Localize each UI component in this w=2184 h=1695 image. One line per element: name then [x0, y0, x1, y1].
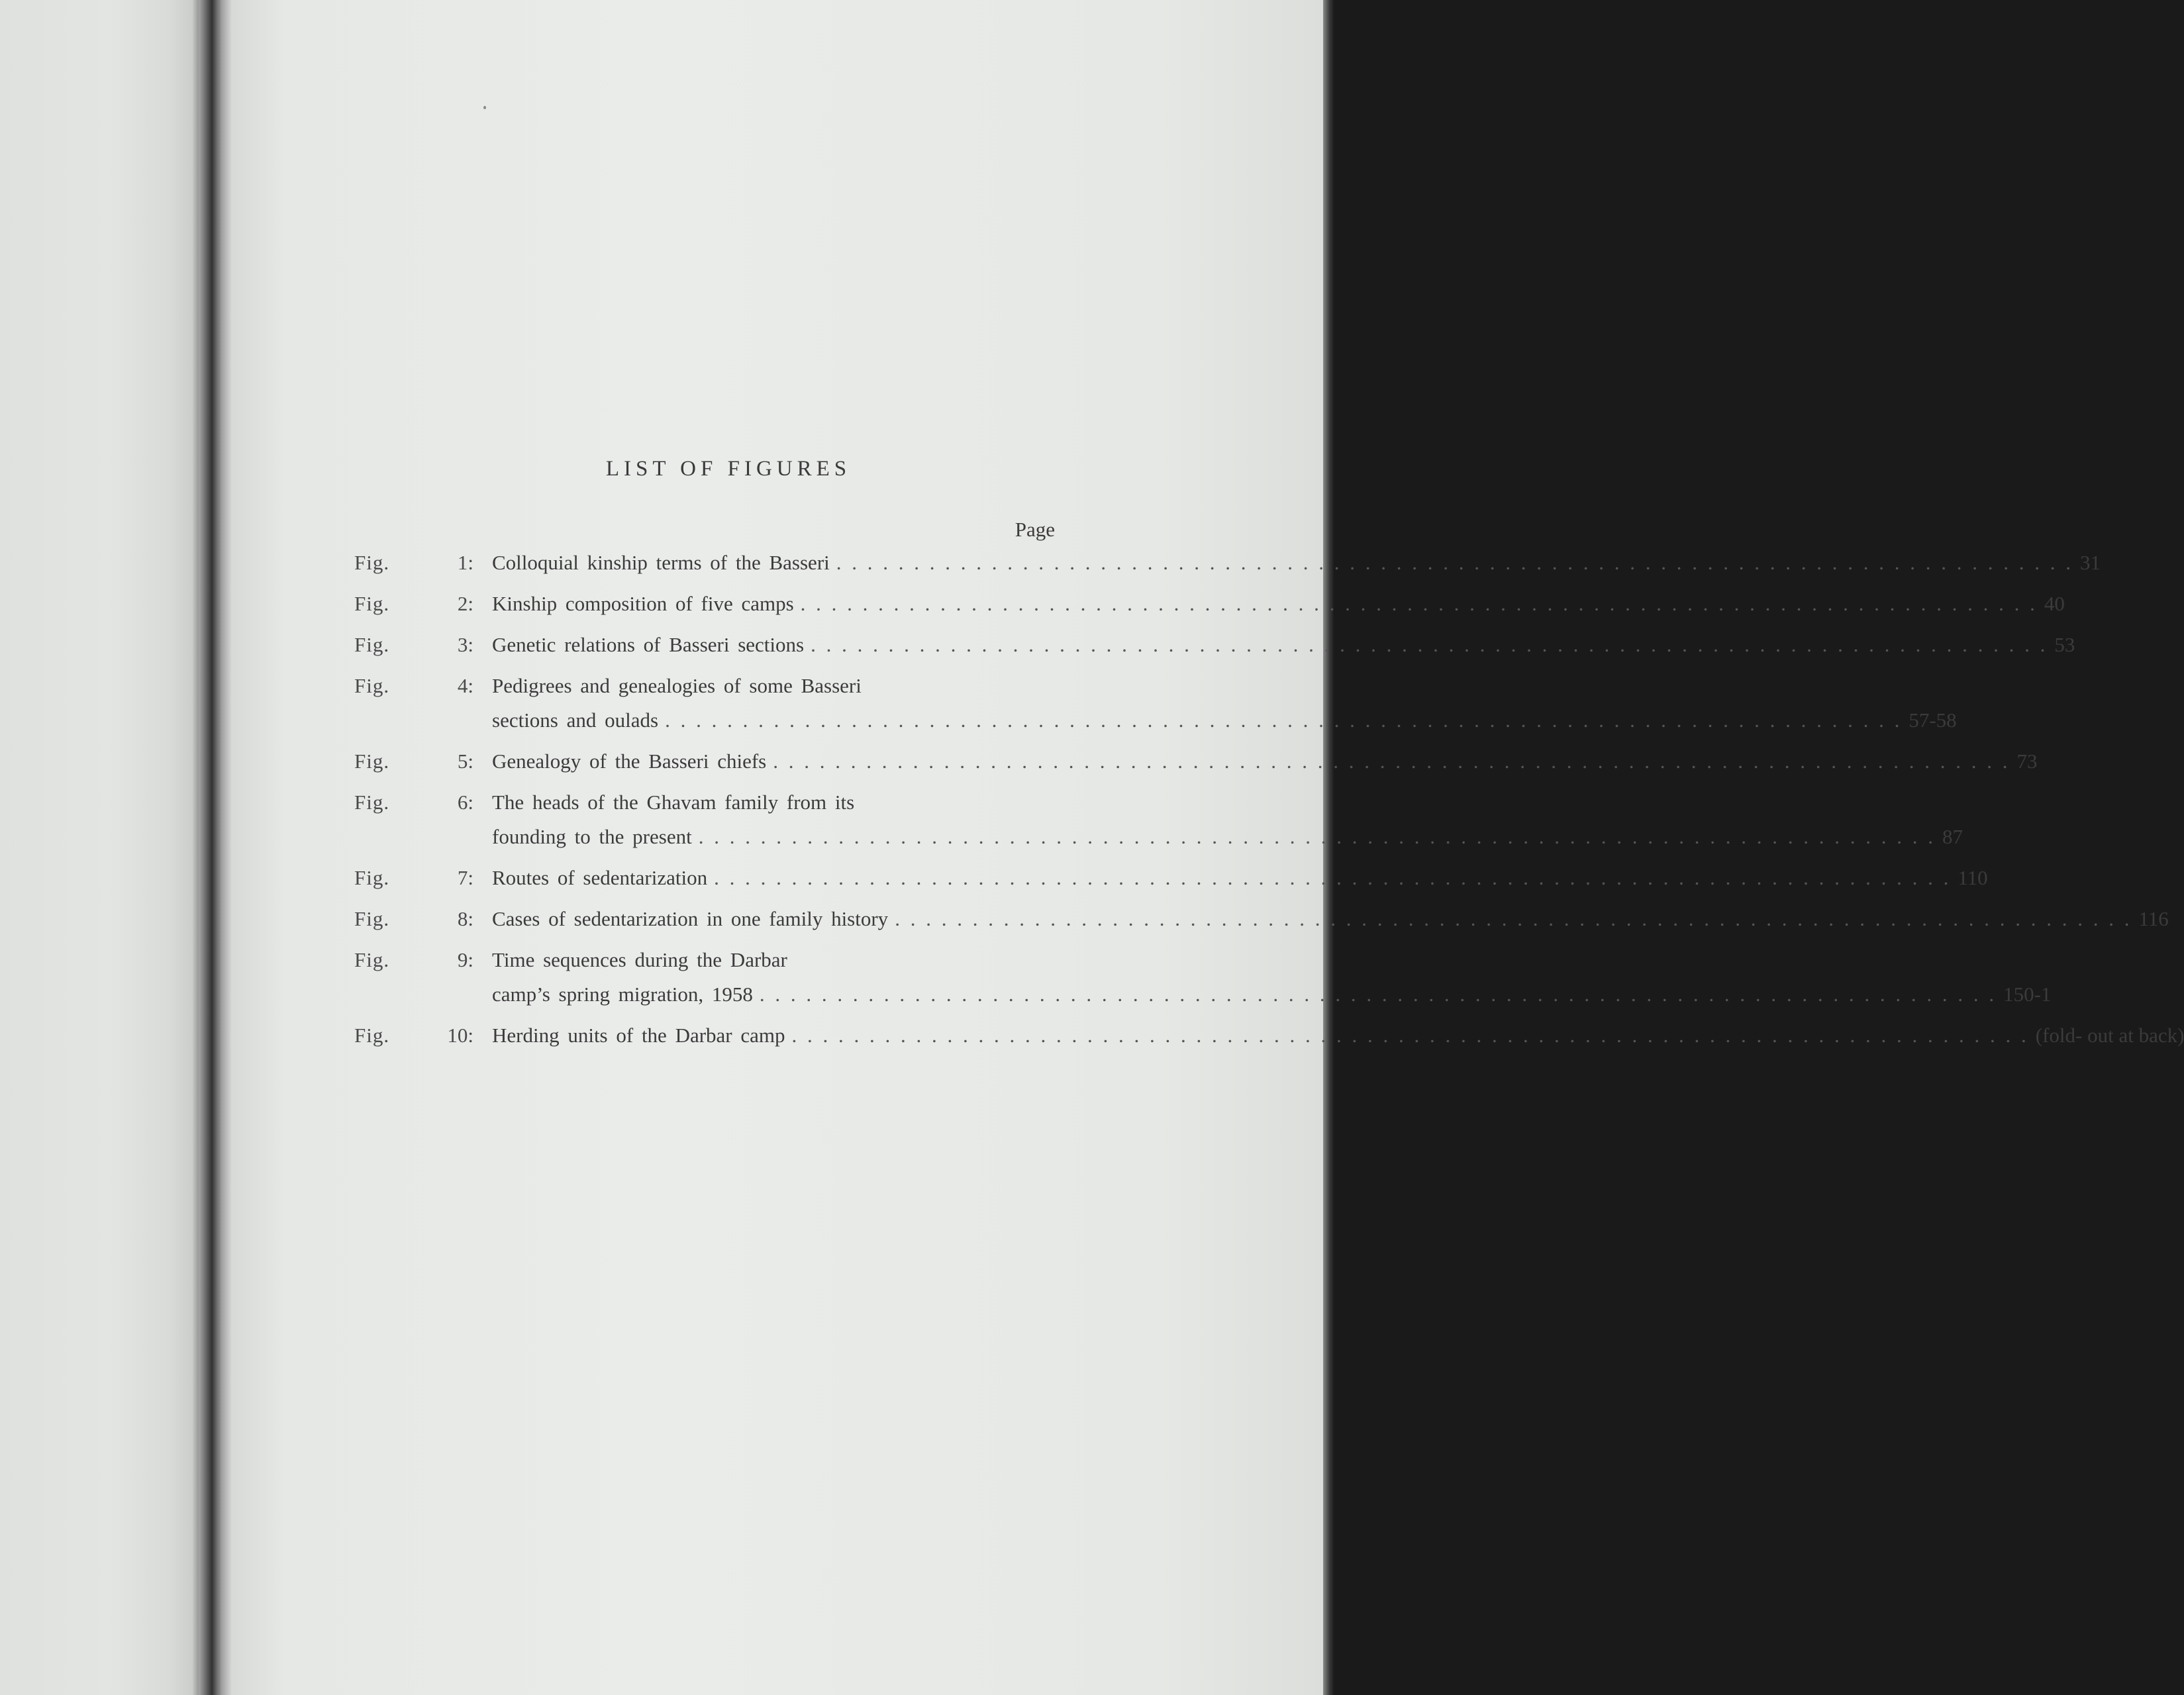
figure-title-text: Cases of sedentarization in one family history: [492, 907, 889, 930]
figure-page-number: 110: [1958, 866, 1988, 889]
figure-label: Fig.: [354, 674, 390, 697]
figure-list: [354, 546, 2184, 1053]
figure-entry: [354, 861, 1988, 895]
figure-entry: [354, 587, 2065, 621]
figure-page-number: (fold- out at back): [2035, 1024, 2184, 1047]
figure-page-number: 40: [2044, 592, 2065, 615]
figure-number: 10:: [447, 1024, 473, 1047]
dot-leader: [836, 546, 2073, 580]
figure-description: [492, 902, 2169, 936]
figure-title-text: Kinship composition of five camps: [492, 592, 794, 615]
dot-leader: [773, 744, 2010, 779]
figure-label: Fig.: [354, 750, 390, 773]
figure-number: 9:: [457, 948, 473, 971]
dot-leader: [714, 861, 1951, 895]
figure-entry: [354, 1018, 2184, 1053]
figure-label: Fig.: [354, 866, 390, 889]
figure-title-text: camp’s spring migration, 1958: [492, 983, 753, 1006]
figure-page-number: 31: [2080, 551, 2101, 574]
figure-title-line: [492, 785, 1963, 820]
figure-title-line: [492, 977, 2051, 1012]
figure-description: [492, 861, 1988, 895]
dot-leader: [699, 820, 1936, 854]
figure-entry: [354, 628, 2075, 662]
book-spine-shadow: [192, 0, 232, 1695]
figure-title-text: Herding units of the Darbar camp: [492, 1024, 785, 1047]
figure-description: [492, 546, 2101, 580]
figure-title-text: Genealogy of the Basseri chiefs: [492, 750, 767, 773]
figure-page-number: 73: [2016, 750, 2038, 773]
figure-label: Fig.: [354, 592, 390, 615]
figure-label: Fig.: [354, 791, 390, 814]
figure-number: 3:: [457, 633, 473, 656]
figure-page-number: 150-1: [2003, 983, 2052, 1006]
figure-description: [492, 587, 2065, 621]
figure-title-line: [492, 902, 2169, 936]
figure-number: 1:: [457, 551, 473, 574]
figure-page-number: 53: [2054, 633, 2075, 656]
figure-label: Fig.: [354, 1024, 390, 1047]
figure-entry: [354, 902, 2169, 936]
figure-title-line: [492, 1018, 2184, 1053]
figure-entry: [354, 943, 2052, 1012]
dot-leader: [792, 1018, 2029, 1053]
dot-leader: [665, 703, 1902, 738]
figure-entry: [354, 744, 2038, 779]
page-title: LIST OF FIGURES: [605, 457, 852, 481]
figure-title-line: [492, 943, 2051, 977]
figure-title-text: Colloquial kinship terms of the Basseri: [492, 551, 830, 574]
figure-title-line: [492, 744, 2038, 779]
figure-title-line: [492, 669, 1957, 703]
figure-title-text: Pedigrees and genealogies of some Basseri: [492, 674, 862, 697]
list-of-figures: [354, 457, 2184, 1059]
figure-description: [492, 1018, 2184, 1053]
figure-number: 8:: [457, 907, 473, 930]
figure-title-text: sections and oulads: [492, 708, 659, 732]
dot-leader: [801, 587, 2038, 621]
figure-title-text: founding to the present: [492, 825, 692, 848]
figure-title-text: The heads of the Ghavam family from its: [492, 791, 855, 814]
dot-leader: [895, 902, 2132, 936]
figure-label: Fig.: [354, 551, 390, 574]
figure-title-line: [492, 861, 1988, 895]
figure-description: [492, 628, 2075, 662]
figure-page-number: 87: [1942, 825, 1963, 848]
figure-title-line: [492, 628, 2075, 662]
dot-leader: [760, 977, 1997, 1012]
figure-title-line: [492, 546, 2101, 580]
figure-number: 5:: [457, 750, 473, 773]
page-column-label: Page: [1015, 518, 1055, 541]
figure-number: 6:: [457, 791, 473, 814]
figure-description: [492, 943, 2051, 1012]
figure-title-text: Time sequences during the Darbar: [492, 948, 787, 971]
figure-label: Fig.: [354, 633, 390, 656]
figure-title-text: Genetic relations of Basseri sections: [492, 633, 805, 656]
figure-description: [492, 669, 1957, 738]
figure-label: Fig.: [354, 907, 390, 930]
figure-number: 2:: [457, 592, 473, 615]
figure-entry: [354, 669, 1957, 738]
figure-title-text: Routes of sedentarization: [492, 866, 708, 889]
figure-entry: [354, 785, 1963, 854]
figure-entry: [354, 546, 2101, 580]
figure-page-number: 116: [2138, 907, 2169, 930]
figure-number: 7:: [457, 866, 473, 889]
left-page: [0, 0, 199, 1695]
dust-speck: [483, 106, 486, 109]
figure-title-line: [492, 820, 1963, 854]
dot-leader: [811, 628, 2048, 662]
figure-description: [492, 785, 1963, 854]
figure-title-line: [492, 587, 2065, 621]
figure-description: [492, 744, 2038, 779]
figure-page-number: 57-58: [1909, 708, 1957, 732]
figure-number: 4:: [457, 674, 473, 697]
figure-label: Fig.: [354, 948, 390, 971]
figure-title-line: [492, 703, 1957, 738]
